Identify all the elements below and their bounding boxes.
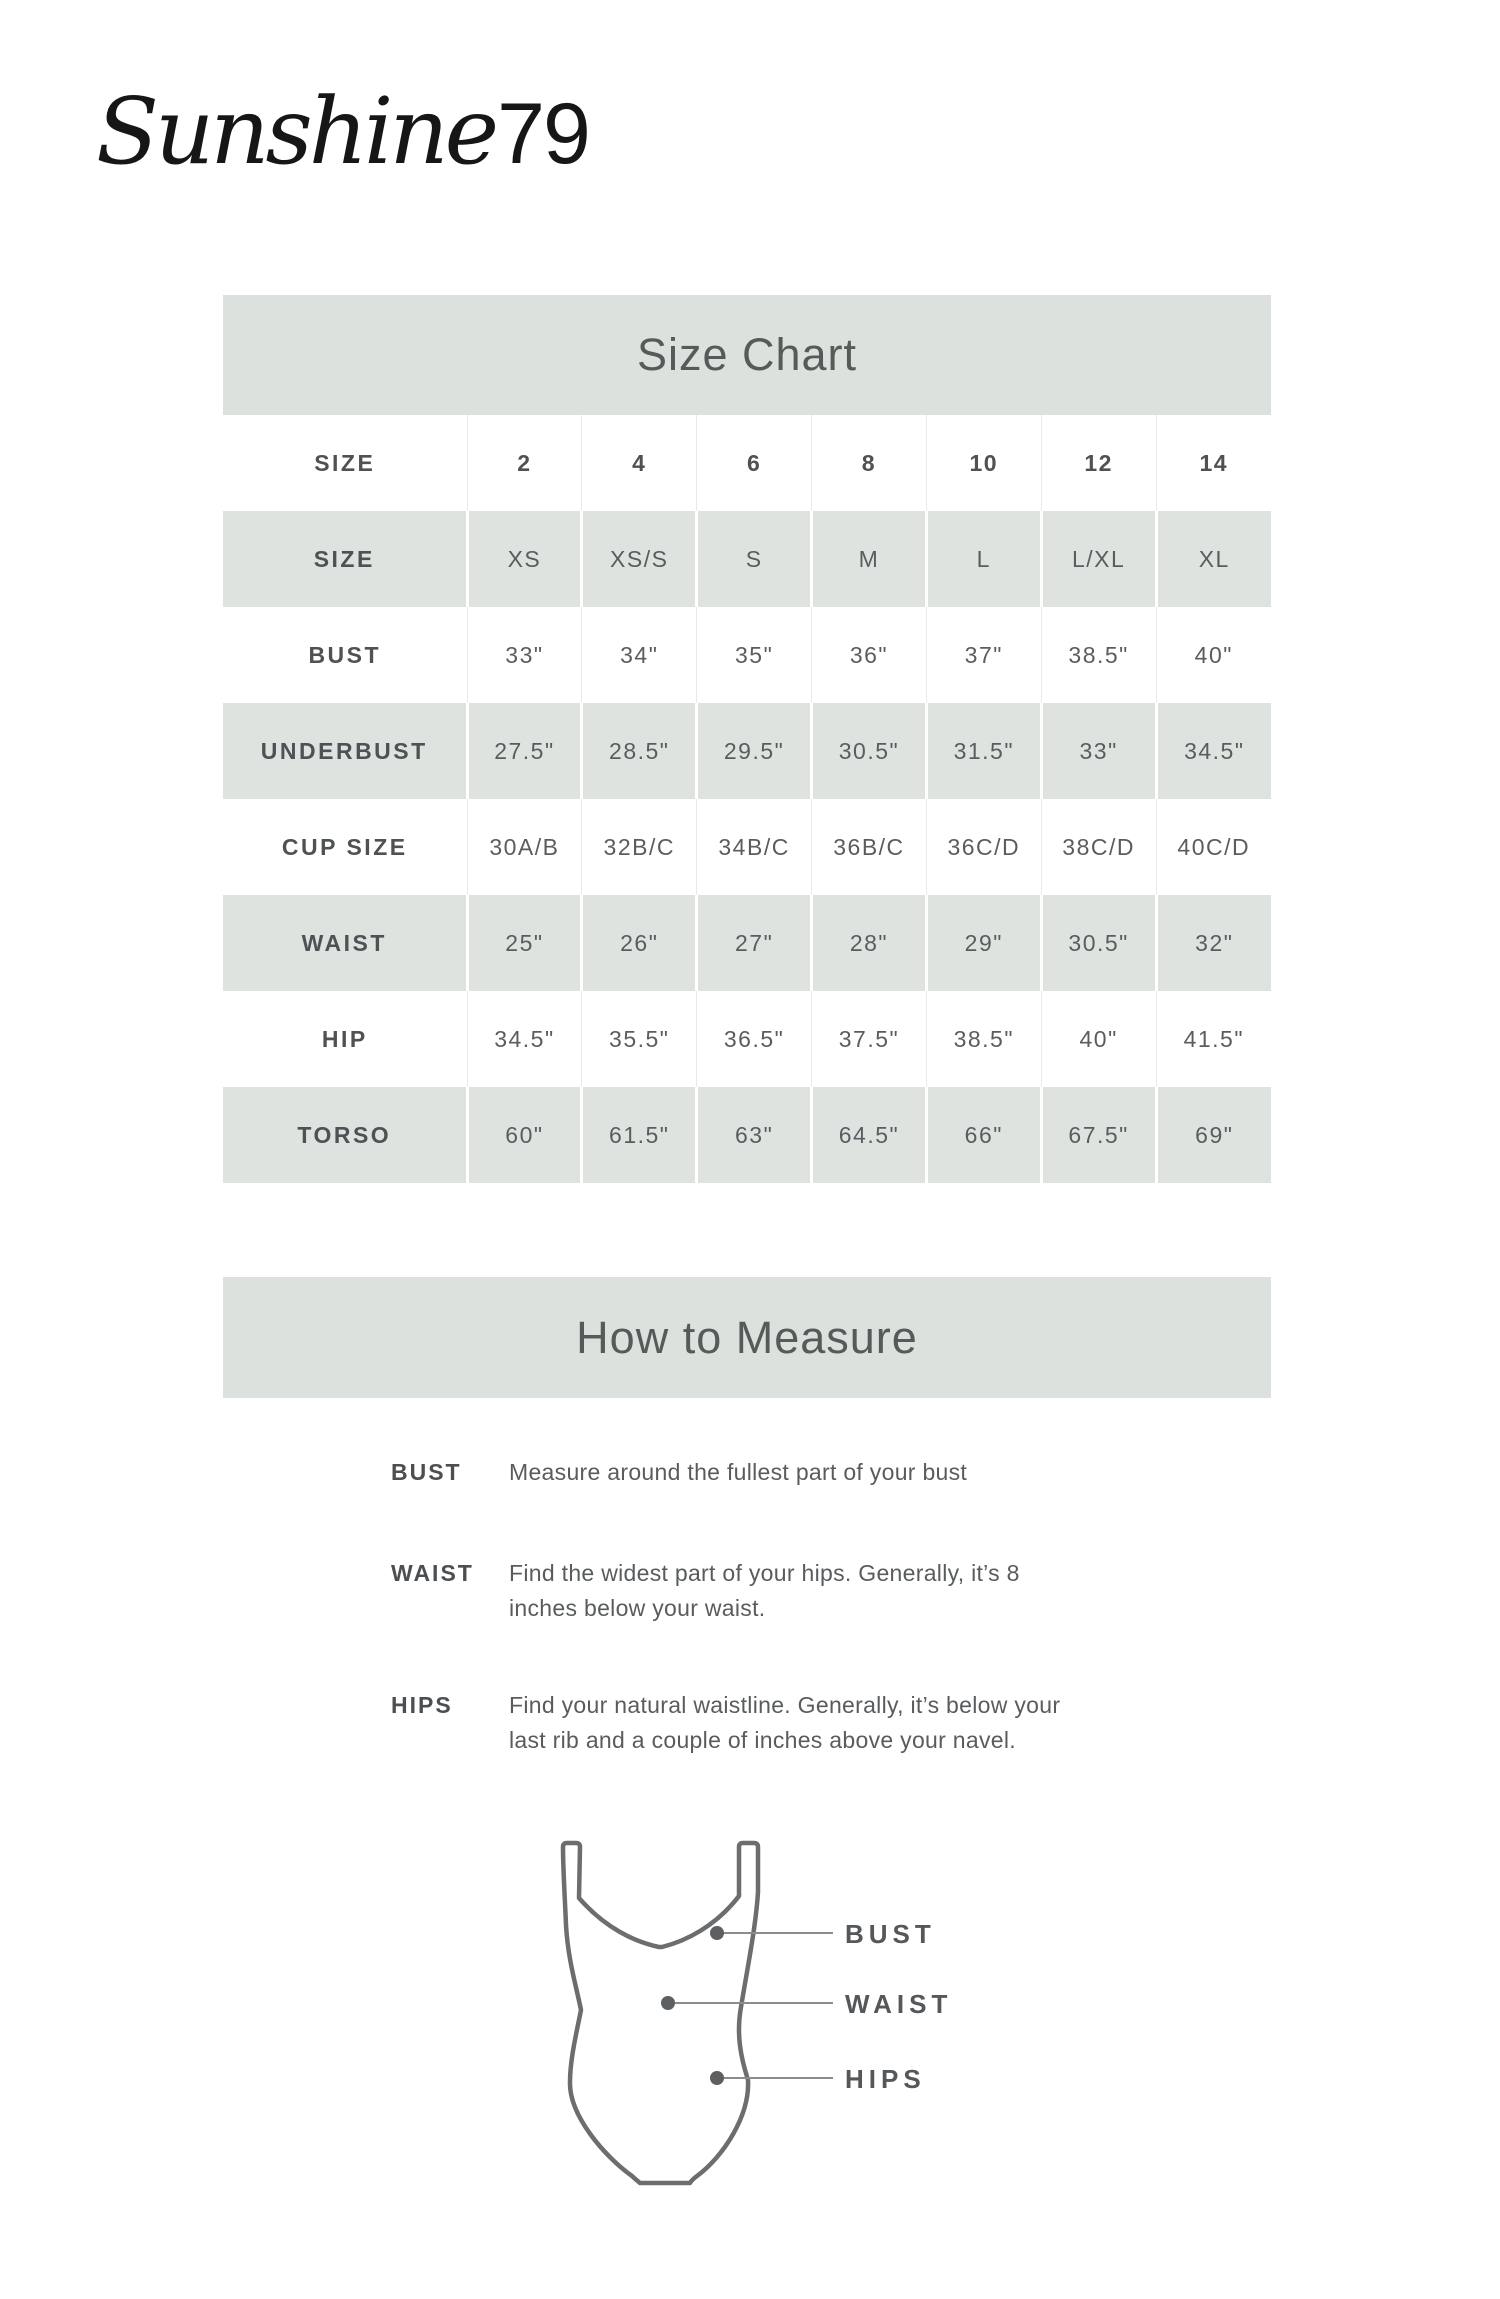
cell: 35" — [697, 607, 812, 703]
measure-item-hips — [391, 1688, 1094, 1758]
cell: 25" — [467, 895, 582, 991]
measure-item-waist — [391, 1556, 1094, 1626]
row-label: WAIST — [223, 895, 467, 991]
diagram-label-hips: HIPS — [845, 2064, 926, 2094]
cell: 30.5" — [1041, 895, 1156, 991]
row-label: UNDERBUST — [223, 703, 467, 799]
cell: 36B/C — [812, 799, 927, 895]
cell: 32" — [1156, 895, 1271, 991]
size-chart-table — [223, 415, 1271, 1183]
how-to-measure-banner — [223, 1277, 1271, 1398]
measure-item-text: Find the widest part of your hips. Generally, it’s 8 inches below your waist. — [509, 1560, 1020, 1621]
cell: 27.5" — [467, 703, 582, 799]
cell: 34.5" — [467, 991, 582, 1087]
cell: 34" — [582, 607, 697, 703]
brand-logo — [96, 78, 589, 185]
table-row-underbust — [223, 703, 1271, 799]
cell: XS/S — [582, 511, 697, 607]
cell: L — [926, 511, 1041, 607]
cell: 31.5" — [926, 703, 1041, 799]
cell: 28.5" — [582, 703, 697, 799]
cell: 38C/D — [1041, 799, 1156, 895]
row-label: SIZE — [314, 449, 376, 476]
row-label: CUP SIZE — [281, 833, 408, 860]
cell: 37.5" — [812, 991, 927, 1087]
measure-item-label: WAIST — [391, 1560, 474, 1586]
waist-callout-dot — [661, 1996, 675, 2010]
cell: XL — [1156, 511, 1271, 607]
cell: 35.5" — [582, 991, 697, 1087]
cell: 64.5" — [812, 1087, 927, 1183]
cell: 8 — [812, 415, 927, 511]
cell: 2 — [467, 415, 582, 511]
cell: 33" — [467, 607, 582, 703]
cell: 30.5" — [812, 703, 927, 799]
diagram-label-waist: WAIST — [845, 1989, 953, 2019]
bust-callout-dot — [710, 1926, 724, 1940]
cell: 38.5" — [926, 991, 1041, 1087]
cell: 36.5" — [697, 991, 812, 1087]
cell: 38.5" — [1041, 607, 1156, 703]
size-chart-title: Size Chart — [636, 329, 858, 380]
table-row-bust — [223, 607, 1271, 703]
cell: 63" — [697, 1087, 812, 1183]
cell: S — [697, 511, 812, 607]
row-label: BUST — [308, 641, 382, 668]
cell: 29" — [926, 895, 1041, 991]
cell: 4 — [582, 415, 697, 511]
row-label: SIZE — [223, 511, 467, 607]
cell: 10 — [926, 415, 1041, 511]
brand-logo-number-text: 79 — [497, 86, 589, 182]
cell: 40" — [1156, 607, 1271, 703]
cell: 28" — [812, 895, 927, 991]
cell: M — [812, 511, 927, 607]
cell: 66" — [926, 1087, 1041, 1183]
cell: 12 — [1041, 415, 1156, 511]
cell: 6 — [697, 415, 812, 511]
cell: 36C/D — [926, 799, 1041, 895]
cell: 36" — [812, 607, 927, 703]
row-label: TORSO — [223, 1087, 467, 1183]
measure-item-bust — [391, 1455, 1094, 1490]
table-row-waist — [223, 895, 1271, 991]
table-row-size-alpha — [223, 511, 1271, 607]
measure-item-text: Measure around the fullest part of your bust — [509, 1459, 968, 1485]
swimsuit-outline — [563, 1843, 758, 2183]
brand-logo-script-text: Sunshine — [96, 78, 496, 185]
swimsuit-diagram — [540, 1830, 850, 2230]
cell: 69" — [1156, 1087, 1271, 1183]
cell: 34.5" — [1156, 703, 1271, 799]
cell: 40" — [1041, 991, 1156, 1087]
measure-item-label: BUST — [391, 1459, 462, 1485]
cell: 67.5" — [1041, 1087, 1156, 1183]
cell: 30A/B — [467, 799, 582, 895]
table-row-hip — [223, 991, 1271, 1087]
cell: 32B/C — [582, 799, 697, 895]
cell: 61.5" — [582, 1087, 697, 1183]
cell: 40C/D — [1156, 799, 1271, 895]
table-row-size-numeric — [223, 415, 1271, 511]
cell: 26" — [582, 895, 697, 991]
cell: 60" — [467, 1087, 582, 1183]
cell: 33" — [1041, 703, 1156, 799]
cell: 37" — [926, 607, 1041, 703]
row-label: HIP — [321, 1025, 368, 1052]
how-to-measure-title: How to Measure — [576, 1311, 918, 1363]
cell: L/XL — [1041, 511, 1156, 607]
cell: 34B/C — [697, 799, 812, 895]
measure-item-label: HIPS — [391, 1692, 453, 1718]
diagram-label-bust: BUST — [845, 1919, 936, 1949]
table-row-torso — [223, 1087, 1271, 1183]
table-row-cup-size — [223, 799, 1271, 895]
cell: XS — [467, 511, 582, 607]
cell: 41.5" — [1156, 991, 1271, 1087]
measure-item-text: Find your natural waistline. Generally, it’s below your last rib and a couple of inches above your navel. — [509, 1692, 1061, 1753]
cell: 27" — [697, 895, 812, 991]
cell: 14 — [1156, 415, 1271, 511]
size-chart-banner — [223, 295, 1271, 415]
hips-callout-dot — [710, 2071, 724, 2085]
cell: 29.5" — [697, 703, 812, 799]
